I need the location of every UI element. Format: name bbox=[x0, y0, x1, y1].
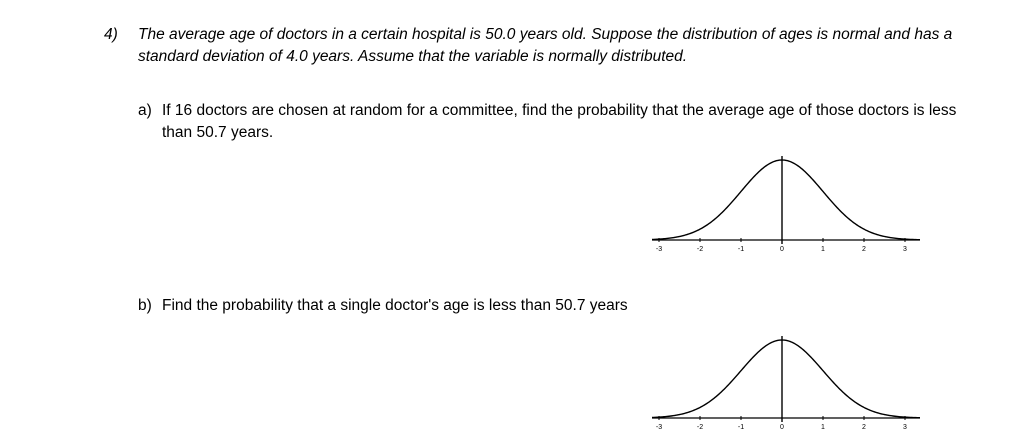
tick-label: 1 bbox=[821, 246, 825, 253]
normal-curve-b bbox=[648, 334, 924, 434]
part-b-question: Find the probability that a single doctor's age is less than 50.7 years bbox=[162, 297, 628, 314]
tick-label: 0 bbox=[780, 246, 784, 253]
tick-label: -1 bbox=[737, 246, 745, 253]
tick-label: -2 bbox=[696, 246, 704, 253]
tick-label: -3 bbox=[655, 246, 663, 253]
tick-label: 0 bbox=[780, 424, 784, 431]
bell-curve bbox=[652, 340, 920, 418]
tick-label: -1 bbox=[737, 424, 745, 431]
part-a-question: If 16 doctors are chosen at random for a committee, find the probability that the average age of those doctors is less than 50.7 years. bbox=[162, 102, 957, 141]
tick-label: 1 bbox=[821, 424, 825, 431]
part-a-label: a) bbox=[138, 102, 152, 119]
part-b-label: b) bbox=[138, 297, 152, 314]
bell-curve bbox=[652, 160, 920, 240]
tick-label: -3 bbox=[655, 424, 663, 431]
tick-label: 3 bbox=[903, 424, 907, 431]
problem-number: 4) bbox=[104, 26, 118, 43]
tick-label: 2 bbox=[862, 246, 866, 253]
tick-label: 3 bbox=[903, 246, 907, 253]
problem-statement: The average age of doctors in a certain hospital is 50.0 years old. Suppose the distribution of ages is normal and has a standard deviation of 4.0 years. Assume that the variable is normally distributed. bbox=[138, 26, 953, 65]
tick-label: 2 bbox=[862, 424, 866, 431]
normal-curve-a bbox=[648, 154, 924, 258]
tick-label: -2 bbox=[696, 424, 704, 431]
